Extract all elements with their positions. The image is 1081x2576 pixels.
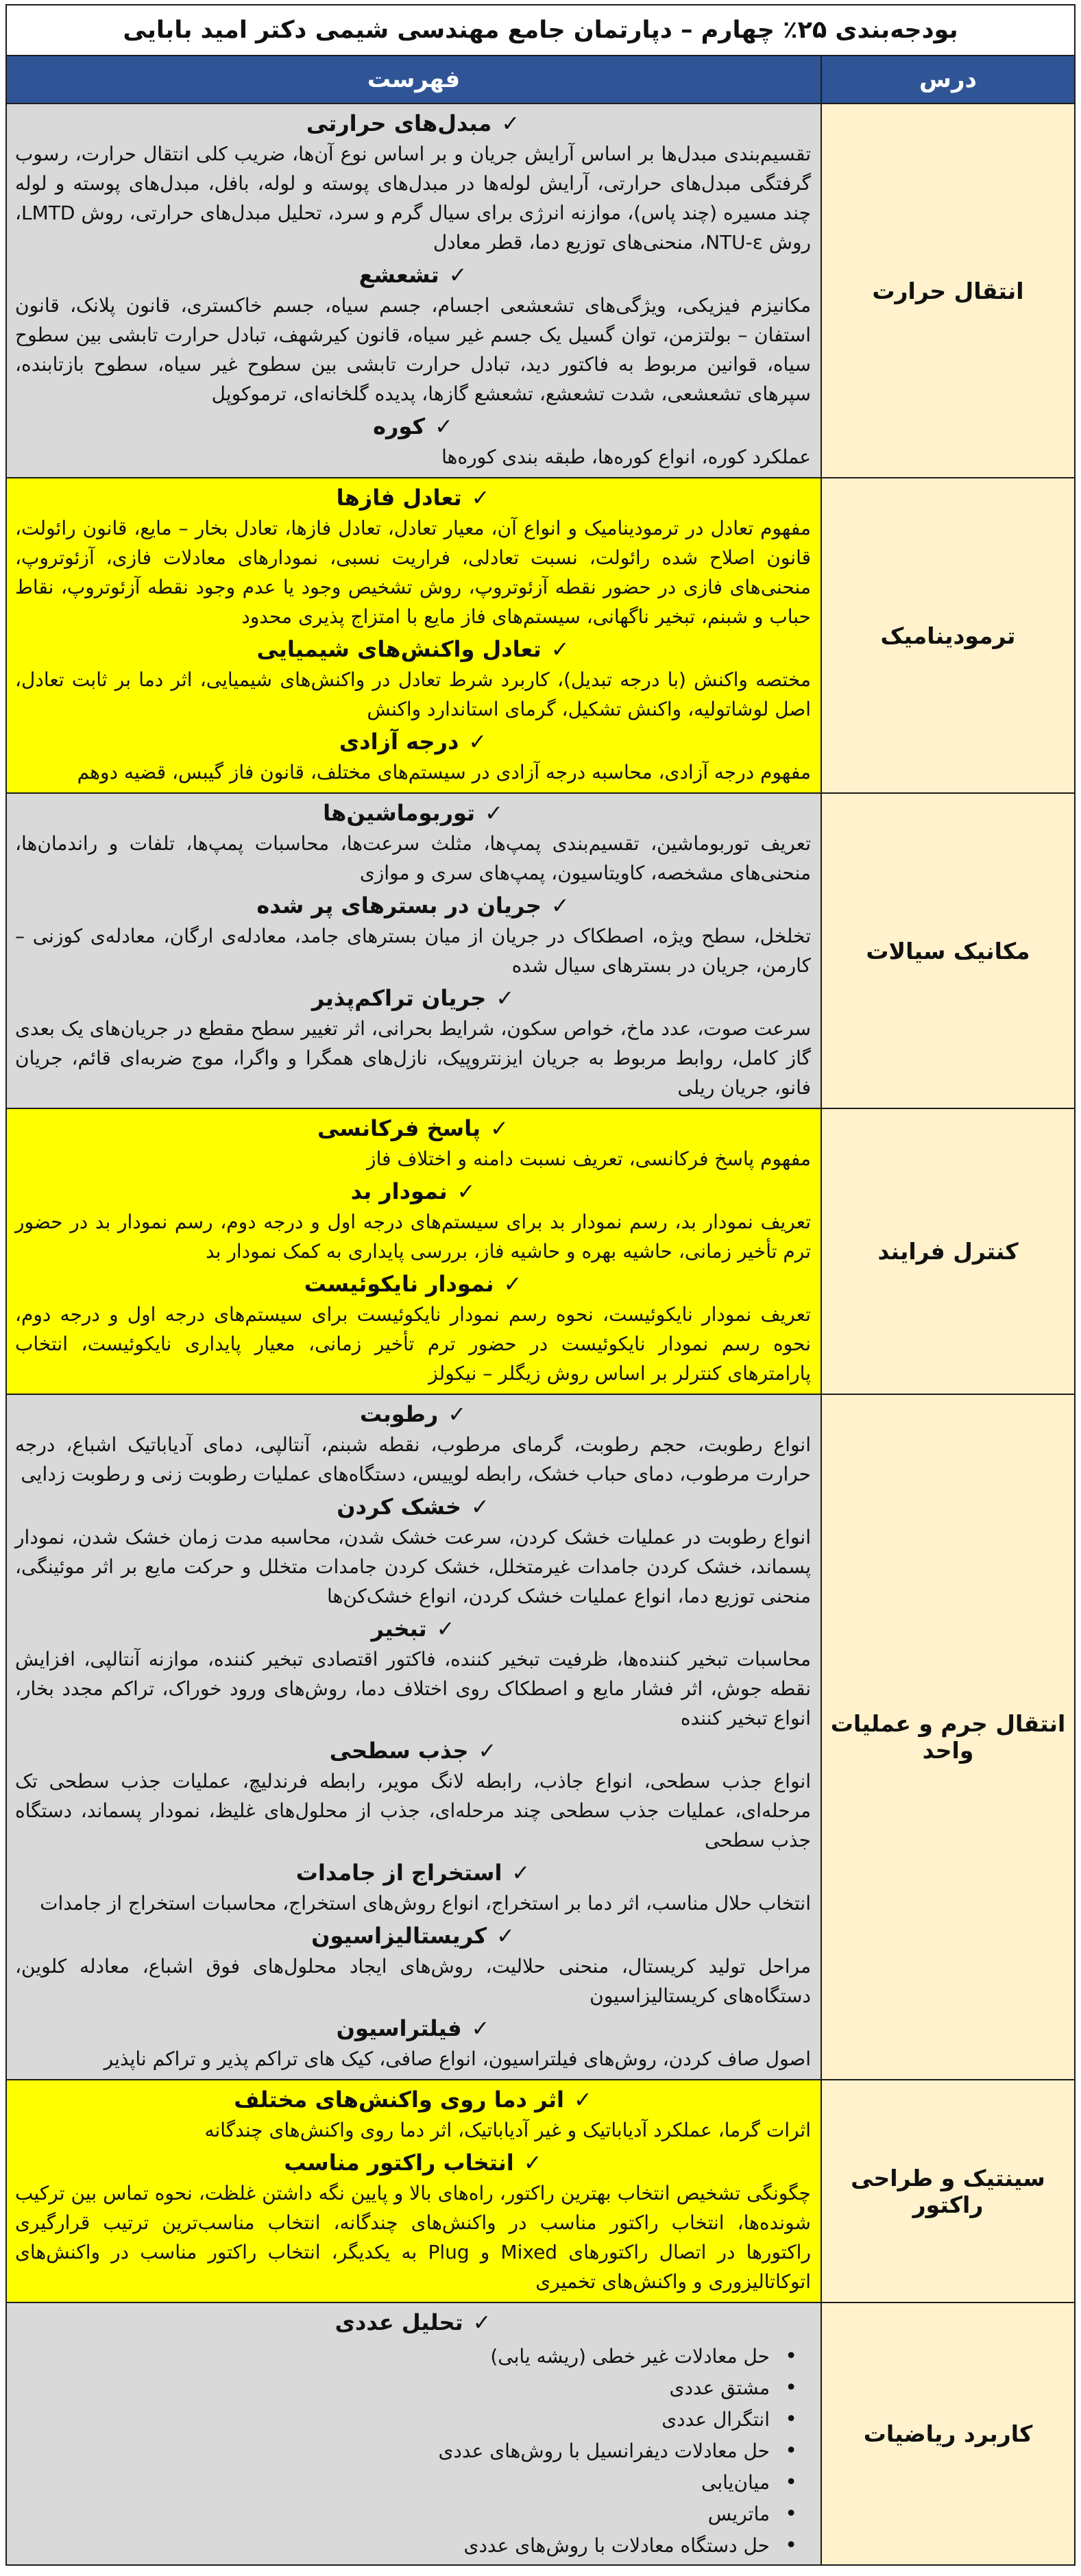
topic-description: انواع جذب سطحی، انواع جاذب، رابطه لانگ موير، رابطه فرندليچ، عملیات جذب سطحی تک مرحله‌ای، عملیات جذب سطحی چند مرحله‌ای، جذب از محلول‌های غلیظ، نمودار پسماند، دستگاه جذب سطحی bbox=[15, 1770, 811, 1851]
topic-title bbox=[15, 260, 811, 291]
topic-name: نمودار نایکوئیست bbox=[304, 1271, 494, 1297]
topic-description: عملکرد کوره، انواع کوره‌ها، طبقه بندی کوره‌ها bbox=[441, 446, 811, 468]
topic-name: تشعشع bbox=[359, 262, 439, 288]
check-icon: ✓ bbox=[472, 2309, 491, 2335]
contents-cell bbox=[6, 2080, 821, 2302]
topic-description: اصول صاف کردن، روش‌های فیلتراسیون، انواع صافی، کیک های تراکم پذیر و تراکم ناپذیر bbox=[104, 2048, 811, 2070]
topic-name: تعادل فازها bbox=[336, 485, 462, 511]
check-icon: ✓ bbox=[523, 2150, 542, 2176]
check-icon: ✓ bbox=[496, 985, 515, 1011]
topic-name: درجه آزادی bbox=[339, 729, 459, 755]
topic-title bbox=[15, 411, 811, 442]
topic-description: اثرات گرما، عملکرد آدیاباتیک و غیر آدیاباتیک، اثر دما روی واکنش‌های چندگانه bbox=[204, 2119, 811, 2141]
check-icon: ✓ bbox=[503, 1271, 522, 1297]
subject-cell: کاربرد ریاضیات bbox=[821, 2302, 1075, 2565]
subject-cell: مکانیک سیالات bbox=[821, 793, 1075, 1108]
list-item: • حل دستگاه معادلات با روش‌های عددی bbox=[15, 2530, 770, 2562]
row-mass-transfer bbox=[6, 1394, 1075, 2080]
topic-title bbox=[15, 798, 811, 829]
subject-cell: سینتیک و طراحی راکتور bbox=[821, 2080, 1075, 2302]
topic-title bbox=[15, 2013, 811, 2044]
list-item: • مشتق عددی bbox=[15, 2372, 770, 2404]
topic-name: تعادل واکنش‌های شیمیایی bbox=[256, 636, 542, 662]
topic-description: مفهوم درجه آزادی، محاسبه درجه آزادی در سیستم‌های مختلف، قانون فاز گیبس، قضیه دوهم bbox=[77, 761, 811, 783]
row-process-control bbox=[6, 1108, 1075, 1394]
topic-title bbox=[15, 1399, 811, 1430]
topic-description: انواع رطوبت، حجم رطوبت، گرمای مرطوب، نقطه شبنم، آنتالپی، دمای آدیاباتیک اشباع، درجه حرارت مرطوب، دمای حباب خشک، رابطه لوییس، دستگاه‌های عملیات رطوبت زنی و رطوبت زدایی bbox=[15, 1433, 811, 1485]
check-icon: ✓ bbox=[485, 800, 503, 826]
check-icon: ✓ bbox=[471, 485, 490, 511]
topic-name: مبدل‌های حرارتی bbox=[306, 110, 492, 136]
topic-description: تعریف توربوماشین، تقسیم‌بندی پمپ‌ها، مثلث سرعت‌ها، محاسبات پمپ‌ها، تلفات و راندمان‌ها، منحنی‌های مشخصه، کاویتاسیون، پمپ‌های سری و موازی bbox=[15, 832, 811, 884]
contents-cell bbox=[6, 1108, 821, 1394]
check-icon: ✓ bbox=[573, 2087, 592, 2113]
topic-title bbox=[15, 1736, 811, 1766]
topic-description: انتخاب حلال مناسب، اثر دما بر استخراج، انواع روش‌های استخراج، محاسبات استخراج از جامدات bbox=[40, 1892, 811, 1915]
topic-name: توربوماشین‌ها bbox=[323, 800, 476, 826]
topic-description: مفهوم پاسخ فرکانسی، تعریف نسبت دامنه و اختلاف فاز bbox=[367, 1147, 811, 1170]
check-icon: ✓ bbox=[478, 1738, 497, 1764]
topic-description: سرعت صوت، عدد ماخ، خواص سکون، شرایط بحرانی، اثر تغییر سطح مقطع در جریان‌های یک بعدی گاز کامل، روابط مربوط به جریان ایزنتروپیک، نازل‌های همگرا و واگرا، موج ضربه‌ای قائم، جریان فانو، جریان ریلی bbox=[15, 1017, 811, 1099]
topic-description: تقسیم‌بندی مبدل‌ها بر اساس آرایش جریان و بر اساس نوع آن‌ها، ضریب کلی انتقال حرارت، رسوب گرفتگی مبدل‌های حرارتی، آرایش لوله‌ها در مبدل‌های پوسته و لوله، بافل، مبدل‌های پوسته و لوله چند مسیره (چند پاس)، موازنه انرژی برای سیال گرم و سرد، تحلیل مبدل‌های حرارتی، روش LMTD، روش NTU-ε، منحنی‌های توزیع دما، قطر معادل bbox=[15, 143, 811, 254]
topic-title bbox=[15, 2085, 811, 2115]
topic-name: انتخاب راکتور مناسب bbox=[284, 2150, 514, 2176]
topic-description: مفهوم تعادل در ترمودینامیک و انواع آن، معیار تعادل، تعادل فازها، تعادل بخار – مایع، قانون رائولت، قانون اصلاح شده رائولت، نسبت تعادلی، فراریت نسبی، نمودارهای معادلات فازی، آزئوتروپ، منحنی‌های فازی در حضور نقطه آزئوتروپ، روش تشخیص وجود یا عدم وجود نقطه آزئوتروپ، نقاط حباب و شبنم، تبخیر ناگهانی، سیستم‌های فاز مایع با امتزاج پذیری محدود bbox=[15, 517, 811, 628]
topic-description: چگونگی تشخیص انتخاب بهترین راکتور، راه‌های بالا و پایین نگه داشتن غلظت، نحوه تماس بین ترکیب شونده‌ها، انتخاب راکتور مناسب در واکنش‌های چندگانه، انتخاب مناسب‌ترین ترتیب قرارگیری راکتورها در اتصال راکتورهای Mixed و Plug به یکدیگر، انتخاب راکتور مناسب در واکنش‌های اتوکاتالیزوری و واکنش‌های تخمیری bbox=[15, 2182, 811, 2293]
topic-description: تعریف نمودار بد، رسم نمودار بد برای سیستم‌های درجه اول و درجه دوم، رسم نمودار بد در حضور ترم تأخیر زمانی، حاشیه بهره و حاشیه فاز، بررسی پایداری به کمک نمودار بد bbox=[15, 1211, 811, 1263]
list-item: • حل معادلات دیفرانسیل با روش‌های عددی bbox=[15, 2435, 770, 2467]
check-icon: ✓ bbox=[468, 729, 487, 755]
list-item: • میان‌یابی bbox=[15, 2467, 770, 2499]
page-title: بودجه‌بندی ۲۵٪ چهارم – دپارتمان جامع مهندسی شیمی دکتر امید بابایی bbox=[6, 5, 1075, 56]
topic-description: انواع رطوبت در عملیات خشک کردن، سرعت خشک شدن، محاسبه مدت زمان خشک شدن، نمودار پسماند، خشک کردن جامدات غیرمتخلل، خشک کردن جامدات متخلل و حرکت مایع بر اثر موئینگی، منحنی توزیع دما، انواع عملیات خشک کردن، انواع خشک‌کن‌ها bbox=[15, 1526, 811, 1607]
topic-title bbox=[15, 634, 811, 665]
topic-name: جذب سطحی bbox=[329, 1738, 469, 1764]
topic-name: پاسخ فرکانسی bbox=[317, 1115, 481, 1141]
topic-title bbox=[15, 2148, 811, 2178]
topic-name: خشک کردن bbox=[337, 1494, 461, 1520]
topic-title bbox=[15, 1492, 811, 1522]
topic-title bbox=[15, 1269, 811, 1300]
contents-cell bbox=[6, 1394, 821, 2080]
list-item: • ماتریس bbox=[15, 2499, 770, 2530]
topic-name: استخراج از جامدات bbox=[295, 1860, 502, 1886]
syllabus-table bbox=[5, 4, 1076, 2566]
subject-cell: انتقال جرم و عملیات واحد bbox=[821, 1394, 1075, 2080]
title-row bbox=[6, 5, 1075, 56]
check-icon: ✓ bbox=[511, 1860, 531, 1886]
topic-name: جریان در بسترهای پر شده bbox=[256, 892, 542, 919]
topic-name: اثر دما روی واکنش‌های مختلف bbox=[234, 2087, 564, 2113]
topic-title bbox=[15, 1921, 811, 1952]
topic-title bbox=[15, 890, 811, 921]
row-thermodynamics bbox=[6, 478, 1075, 793]
topic-description: مراحل تولید کریستال، منحنی حلالیت، روش‌های ایجاد محلول‌های فوق اشباع، معادله کلوین، دستگاه‌های کریستالیزاسیون bbox=[15, 1955, 811, 2007]
check-icon: ✓ bbox=[448, 262, 467, 288]
topic-name: کوره bbox=[373, 413, 426, 439]
check-icon: ✓ bbox=[448, 1401, 467, 1427]
topic-title bbox=[15, 1113, 811, 1144]
topic-name: نمودار بد bbox=[350, 1178, 448, 1204]
check-icon: ✓ bbox=[490, 1115, 509, 1141]
list-item: • انتگرال عددی bbox=[15, 2404, 770, 2435]
topic-description: محاسبات تبخیر کننده‌ها، ظرفیت تبخیر کننده، فاکتور اقتصادی تبخیر کننده، موازنه آنتالپی، افزایش نقطه جوش، اثر فشار مایع و اصطکاک روی اختلاف دما، روش‌های ورود خوراک، تراکم مجدد بخار، انواع تبخیر کننده bbox=[15, 1648, 811, 1729]
topic-title bbox=[15, 483, 811, 513]
topic-description: مکانیزم فیزیکی، ویژگی‌های تشعشعی اجسام، جسم سیاه، جسم خاکستری، قانون پلانک، قانون استفان – بولتزمن، توان گسیل یک جسم غیر سیاه، قانون کیرشهف، تبادل حرارت تابشی بین سطوح سیاه، قوانین مربوط به فاکتور دید، تبادل حرارت تابشی بین سطوح غیر سیاه، سطوح بازتابنده، سپرهای تشعشعی، شدت تشعشع، تشعشع گازها، پدیده گلخانه‌ای، ترموکوپل bbox=[15, 294, 811, 405]
topic-title bbox=[15, 983, 811, 1014]
check-icon: ✓ bbox=[471, 2015, 490, 2041]
topic-title bbox=[15, 1614, 811, 1644]
topic-title bbox=[15, 108, 811, 139]
topic-name: فیلتراسیون bbox=[336, 2015, 462, 2041]
check-icon: ✓ bbox=[496, 1923, 515, 1949]
topic-name: تحلیل عددی bbox=[335, 2309, 463, 2335]
row-reactor-design bbox=[6, 2080, 1075, 2302]
topic-title bbox=[15, 2307, 811, 2338]
check-icon: ✓ bbox=[470, 1494, 489, 1520]
topic-name: کریستالیزاسیون bbox=[311, 1923, 487, 1949]
subject-cell: انتقال حرارت bbox=[821, 104, 1075, 478]
topic-title bbox=[15, 1176, 811, 1207]
topic-description: مختصه واکنش (با درجه تبدیل)، کاربرد شرط تعادل در واکنش‌های شیمیایی، اثر دما بر ثابت تعادل، اصل لوشاتولیه، واکنش تشکیل، گرمای استاندارد واکنش bbox=[15, 668, 811, 720]
subject-cell: ترمودینامیک bbox=[821, 478, 1075, 793]
topic-title bbox=[15, 1858, 811, 1888]
check-icon: ✓ bbox=[501, 110, 520, 136]
check-icon: ✓ bbox=[550, 636, 570, 662]
contents-cell bbox=[6, 104, 821, 478]
check-icon: ✓ bbox=[550, 892, 570, 919]
bullet-list bbox=[15, 2341, 811, 2562]
subject-cell: کنترل فرایند bbox=[821, 1108, 1075, 1394]
check-icon: ✓ bbox=[436, 1616, 455, 1642]
contents-cell bbox=[6, 2302, 821, 2565]
contents-cell bbox=[6, 793, 821, 1108]
topic-name: تبخیر bbox=[371, 1616, 427, 1642]
topic-description: تخلخل، سطح ویژه، اصطکاک در جریان از میان بسترهای جامد، معادله‌ی ارگان، معادله‌ی کوزنی – کارمن، جریان در بسترهای سیال شده bbox=[15, 925, 811, 977]
check-icon: ✓ bbox=[435, 413, 453, 439]
row-applied-math bbox=[6, 2302, 1075, 2565]
topic-name: جریان تراکم‌پذیر bbox=[311, 985, 487, 1011]
row-fluid-mechanics bbox=[6, 793, 1075, 1108]
topic-description: تعریف نمودار نایکوئیست، نحوه رسم نمودار نایکوئیست برای سیستم‌های درجه اول و درجه دوم، نحوه رسم نمودار نایکوئیست در حضور ترم تأخیر زمانی، معیار پایداری نایکوئیست، انتخاب پارامترهای کنترلر بر اساس روش زیگلر – نیکولز bbox=[15, 1303, 811, 1385]
header-contents: فهرست bbox=[6, 56, 821, 104]
header-subject: درس bbox=[821, 56, 1075, 104]
check-icon: ✓ bbox=[457, 1178, 476, 1204]
list-item: • حل معادلات غیر خطی (ریشه یابی) bbox=[15, 2341, 770, 2372]
contents-cell bbox=[6, 478, 821, 793]
topic-title bbox=[15, 727, 811, 757]
header-row bbox=[6, 56, 1075, 104]
topic-name: رطوبت bbox=[359, 1401, 439, 1427]
row-heat-transfer bbox=[6, 104, 1075, 478]
